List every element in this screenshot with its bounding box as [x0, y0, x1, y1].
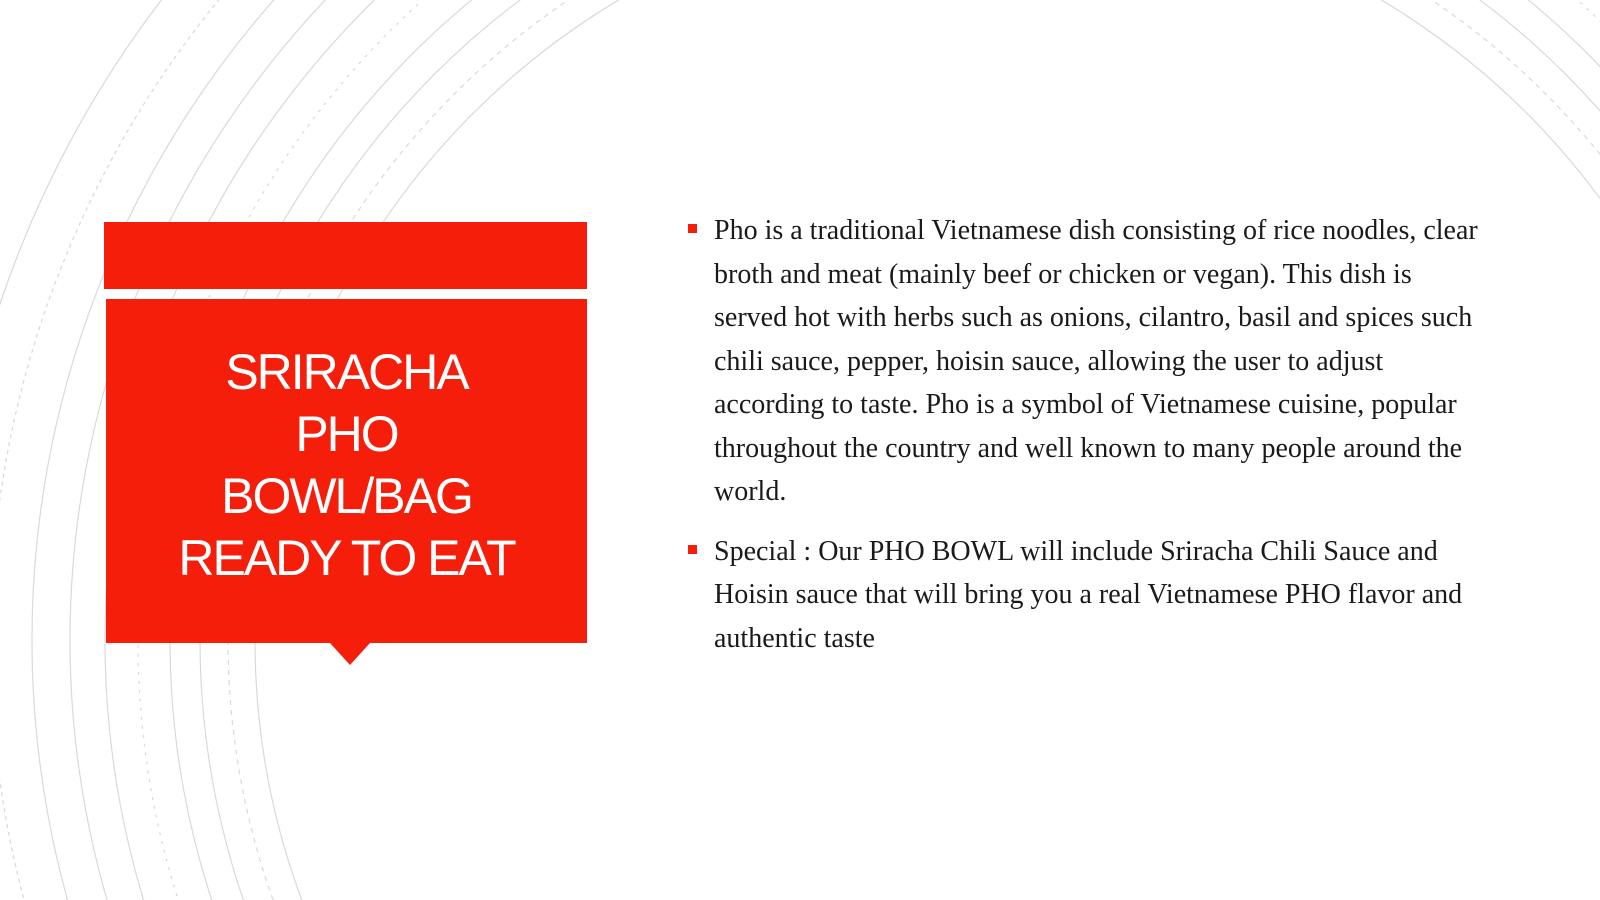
bullet-list [688, 209, 1488, 676]
bullet-text: Special : Our PHO BOWL will include Sriracha Chili Sauce and Hoisin sauce that will bring you a real Vietnamese PHO flavor and authentic taste [714, 535, 1463, 654]
bullet-item [688, 530, 1488, 661]
square-bullet-icon [688, 224, 697, 233]
square-bullet-icon [688, 545, 697, 554]
bullet-item [688, 209, 1488, 514]
bullet-text: Pho is a traditional Vietnamese dish consisting of rice noodles, clear broth and meat (mainly beef or chicken or vegan). This dish is served hot with herbs such as onions, cilantro, basil and spices such chili sauce, pepper, hoisin sauce, allowing the user to adjust according to taste. Pho is a symbol of Vietnamese cuisine, popular throughout the country and well known to many people around the world. [714, 215, 1478, 507]
title-box [106, 299, 587, 643]
slide-title: SRIRACHA PHO BOWL/BAG READY TO EAT [178, 344, 515, 586]
title-accent-bar [104, 222, 587, 289]
title-box-pointer [330, 643, 370, 665]
